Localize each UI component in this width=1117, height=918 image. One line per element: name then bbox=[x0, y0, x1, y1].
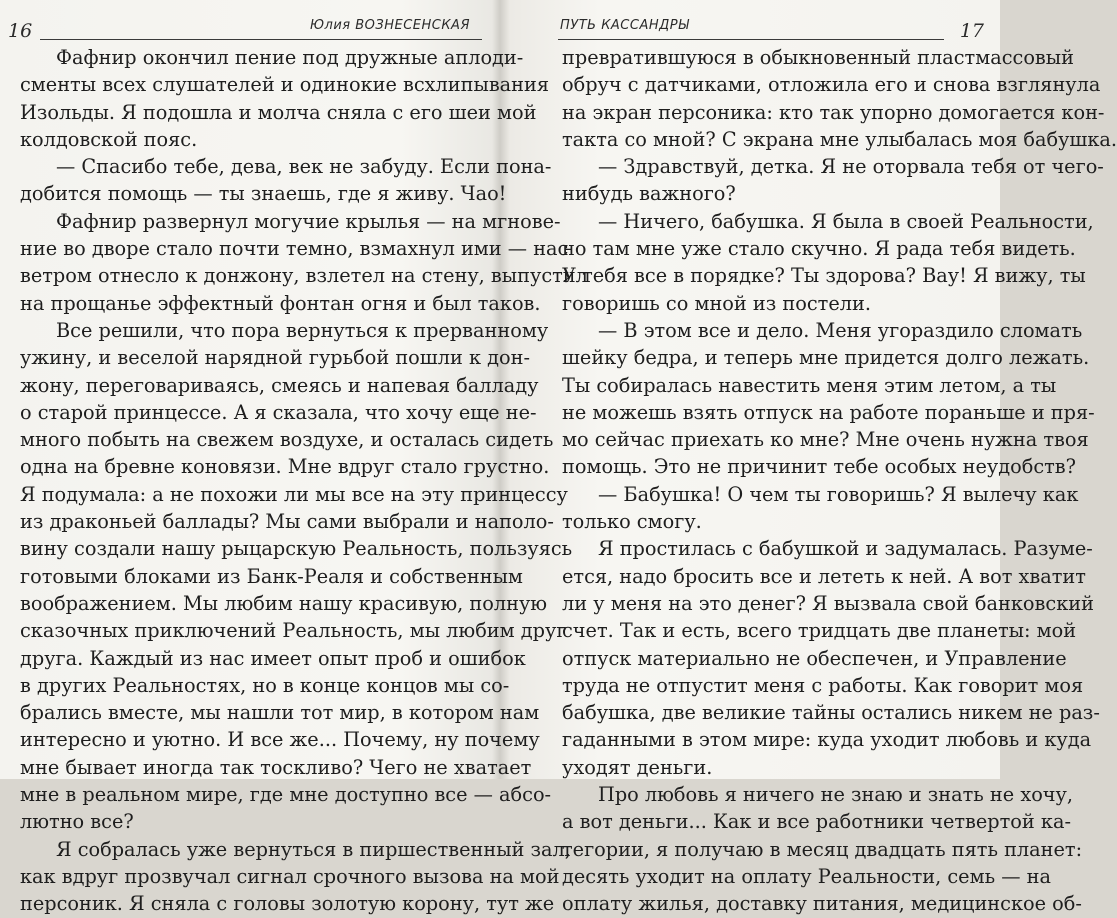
text-line: шейку бедра, и теперь мне придется долго лежать. bbox=[562, 346, 1090, 370]
text-line: сменты всех слушателей и одинокие всхлипывания bbox=[20, 73, 550, 97]
text-line: не можешь взять отпуск на работе пораньше и пря- bbox=[562, 400, 1095, 424]
text-line: на прощанье эффектный фонтан огня и был таков. bbox=[20, 291, 541, 315]
right-page-header bbox=[558, 14, 988, 40]
text-line: Я подумала: а не похожи ли мы все на эту принцессу bbox=[20, 482, 568, 506]
text-line: такта со мной? С экрана мне улыбалась моя бабушка. bbox=[562, 127, 1117, 151]
text-line: вину создали нашу рыцарскую Реальность, пользуясь bbox=[20, 537, 573, 561]
right-page-body bbox=[562, 44, 1117, 918]
text-line: — В этом все и дело. Меня угораздило сломать bbox=[598, 318, 1083, 342]
text-line: мне в реальном мире, где мне доступно все — абсо- bbox=[20, 783, 552, 807]
text-line: — Здравствуй, детка. Я не оторвала тебя от чего- bbox=[598, 155, 1104, 179]
text-line: говоришь со мной из постели. bbox=[562, 291, 871, 315]
text-line: в других Реальностях, но в конце концов мы со- bbox=[20, 673, 510, 697]
text-line: готовыми блоками из Банк-Реаля и собственным bbox=[20, 564, 523, 588]
text-line: интересно и уютно. И все же... Почему, ну почему bbox=[20, 728, 540, 752]
text-line: колдовской пояс. bbox=[20, 127, 198, 151]
left-page-body bbox=[20, 44, 588, 918]
text-line: ется, надо бросить все и лететь к ней. А вот хватит bbox=[562, 564, 1086, 588]
text-line: а вот деньги... Как и все работники четвертой ка- bbox=[562, 810, 1071, 834]
right-page-number: 17 bbox=[959, 20, 984, 42]
text-line: ние во дворе стало почти темно, взмахнул ими — нас bbox=[20, 237, 569, 261]
right-running-head: ПУТЬ КАССАНДРЫ bbox=[560, 18, 690, 33]
text-line: мне бывает иногда так тоскливо? Чего не хватает bbox=[20, 755, 532, 779]
text-line: — Бабушка! О чем ты говоришь? Я вылечу как bbox=[598, 482, 1079, 506]
text-line: — Спасибо тебе, дева, век не забуду. Если пона- bbox=[56, 155, 552, 179]
text-line: лютно все? bbox=[20, 810, 134, 834]
text-line: о старой принцессе. А я сказала, что хочу еще не- bbox=[20, 400, 537, 424]
right-page bbox=[500, 0, 1117, 916]
text-line: одна на бревне коновязи. Мне вдруг стало грустно. bbox=[20, 455, 550, 479]
text-line: бабушка, две великие тайны остались никем не раз- bbox=[562, 701, 1100, 725]
text-line: Я собралась уже вернуться в пиршественный зал, bbox=[56, 837, 571, 861]
text-line: десять уходит на оплату Реальности, семь — на bbox=[562, 864, 1051, 888]
left-header-rule bbox=[40, 39, 482, 40]
text-line: персоник. Я сняла с головы золотую корону, тут же bbox=[20, 892, 555, 916]
text-line: Я простилась с бабушкой и задумалась. Разуме- bbox=[598, 537, 1093, 561]
left-running-head: Юлия ВОЗНЕСЕНСКАЯ bbox=[309, 18, 470, 33]
text-line: брались вместе, мы нашли тот мир, в котором нам bbox=[20, 701, 540, 725]
text-line: друга. Каждый из нас имеет опыт проб и ошибок bbox=[20, 646, 526, 670]
text-line: гаданными в этом мире: куда уходит любовь и куда bbox=[562, 728, 1092, 752]
text-line: обруч с датчиками, отложила его и снова взглянула bbox=[562, 73, 1101, 97]
text-line: Фафнир окончил пение под дружные аплоди- bbox=[56, 46, 524, 69]
left-page-header bbox=[8, 14, 482, 40]
right-header-rule bbox=[558, 39, 944, 40]
text-line: превратившуюся в обыкновенный пластмассовый bbox=[562, 46, 1074, 69]
text-line: оплату жилья, доставку питания, медицинское об- bbox=[562, 892, 1082, 916]
text-line: ужину, и веселой нарядной гурьбой пошли к дон- bbox=[20, 346, 530, 370]
text-line: воображением. Мы любим нашу красивую, полную bbox=[20, 591, 548, 615]
text-line: мо сейчас приехать ко мне? Мне очень нужна твоя bbox=[562, 428, 1089, 452]
left-page-number: 16 bbox=[8, 20, 33, 42]
text-line: ли у меня на это денег? Я вызвала свой банковский bbox=[562, 591, 1094, 615]
text-line: жону, переговариваясь, смеясь и напевая балладу bbox=[20, 373, 539, 397]
text-line: много побыть на свежем воздухе, и осталась сидеть bbox=[20, 428, 554, 452]
text-line: Изольды. Я подошла и молча сняла с его шеи мой bbox=[20, 100, 537, 124]
text-line: Про любовь я ничего не знаю и знать не хочу, bbox=[598, 783, 1074, 807]
text-line: — Ничего, бабушка. Я была в своей Реальности, bbox=[598, 209, 1094, 233]
text-line: тегории, я получаю в месяц двадцать пять планет: bbox=[562, 837, 1083, 861]
text-line: Фафнир развернул могучие крылья — на мгнове- bbox=[56, 209, 561, 233]
text-line: труда не отпустит меня с работы. Как говорит моя bbox=[562, 673, 1084, 697]
text-line: как вдруг прозвучал сигнал срочного вызова на мой bbox=[20, 864, 560, 888]
text-line: на экран персоника: кто так упорно домогается кон- bbox=[562, 100, 1105, 124]
text-line: только смогу. bbox=[562, 510, 702, 534]
text-line: но там мне уже стало скучно. Я рада тебя видеть. bbox=[562, 237, 1076, 261]
text-line: Все решили, что пора вернуться к прерванному bbox=[56, 318, 549, 342]
text-line: уходят деньги. bbox=[562, 755, 713, 779]
text-line: добится помощь — ты знаешь, где я живу. Чао! bbox=[20, 182, 507, 206]
text-line: У тебя все в порядке? Ты здорова? Вау! Я вижу, ты bbox=[562, 264, 1086, 288]
text-line: из драконьей баллады? Мы сами выбрали и наполо- bbox=[20, 510, 554, 534]
text-line: ветром отнесло к донжону, взлетел на стену, выпустил bbox=[20, 264, 588, 288]
text-line: отпуск материально не обеспечен, и Управление bbox=[562, 646, 1067, 670]
text-line: Ты собиралась навестить меня этим летом, а ты bbox=[562, 373, 1057, 397]
text-line: помощь. Это не причинит тебе особых неудобств? bbox=[562, 455, 1076, 479]
text-line: счет. Так и есть, всего тридцать две планеты: мой bbox=[562, 619, 1077, 643]
text-line: сказочных приключений Реальность, мы любим друг bbox=[20, 619, 567, 643]
text-line: нибудь важного? bbox=[562, 182, 736, 206]
